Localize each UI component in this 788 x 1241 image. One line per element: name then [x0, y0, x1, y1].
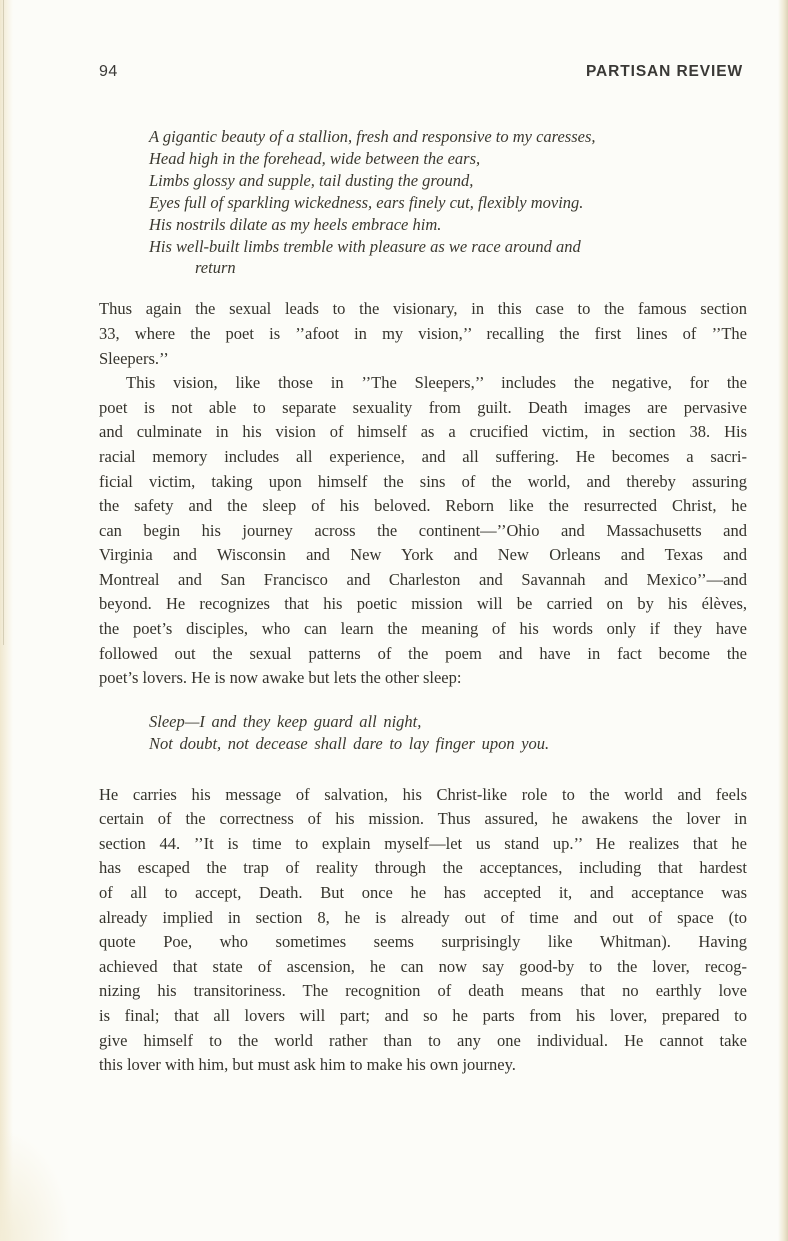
prose-line: the poet’s disciples, who can learn the meaning of his words only if they have [99, 619, 747, 639]
prose-line: give himself to the world rather than to any one individual. He cannot take [99, 1030, 747, 1050]
prose-line: beyond. He recognizes that his poetic mission will be carried on by his élèves, [99, 594, 747, 614]
prose-line: section 44. ’’It is time to explain myself—let us stand up.’’ He realizes that he [99, 833, 747, 853]
page-number: 94 [99, 63, 118, 80]
prose-line: poet is not able to separate sexuality from guilt. Death images are pervasive [99, 397, 747, 417]
prose-line: poet’s lovers. He is now awake but lets the other sleep: [99, 668, 462, 688]
prose-line: and culminate in his vision of himself as a crucified victim, in section 38. His [99, 422, 747, 442]
prose-line: can begin his journey across the continent—’’Ohio and Massachusetts and [99, 520, 747, 540]
prose-line: Thus again the sexual leads to the visionary, in this case to the famous section [99, 299, 747, 319]
prose-line: achieved that state of ascension, he can now say good-by to the lover, recog- [99, 956, 747, 976]
prose-line: quote Poe, who sometimes seems surprisingly like Whitman). Having [99, 932, 747, 952]
verse-line: His nostrils dilate as my heels embrace him. [149, 214, 442, 234]
prose-line: 33, where the poet is ’’afoot in my vision,’’ recalling the first lines of ’’The [99, 323, 747, 343]
running-head [99, 63, 743, 81]
paragraph-he-carries [99, 783, 747, 1078]
stallion-verse-quote [149, 126, 747, 279]
verse-line: A gigantic beauty of a stallion, fresh and responsive to my caresses, [149, 127, 596, 146]
verse-line: Sleep—I and they keep guard all night, [149, 711, 422, 731]
verse-line: Not doubt, not decease shall dare to lay finger upon you. [149, 733, 550, 753]
paragraph-thus-again [99, 297, 747, 371]
page-edge-right [778, 0, 788, 1241]
verse-line: Eyes full of sparkling wickedness, ears finely cut, flexibly moving. [149, 192, 584, 212]
verse-line: Head high in the forehead, wide between the ears, [149, 148, 481, 168]
sleep-verse-quote [149, 711, 747, 755]
prose-line: of all to accept, Death. But once he has accepted it, and acceptance was [99, 883, 747, 903]
prose-line: He carries his message of salvation, his Christ-like role to the world and feels [99, 784, 747, 804]
prose-line: certain of the correctness of his mission. Thus assured, he awakens the lover in [99, 809, 747, 829]
prose-line: already implied in section 8, he is already out of time and out of space (to [99, 907, 747, 927]
verse-line: His well-built limbs tremble with pleasure as we race around and [149, 236, 581, 256]
prose-line: Virginia and Wisconsin and New York and New Orleans and Texas and [99, 545, 747, 565]
prose-line: the safety and the sleep of his beloved. Reborn like the resurrected Christ, he [99, 496, 747, 516]
prose-line: ficial victim, taking upon himself the sins of the world, and thereby assuring [99, 471, 747, 491]
verse-line: Limbs glossy and supple, tail dusting the ground, [149, 170, 474, 190]
prose-line: Sleepers.’’ [99, 348, 169, 368]
paragraph-this-vision [99, 371, 747, 691]
prose-line: Montreal and San Francisco and Charleston and Savannah and Mexico’’—and [99, 569, 747, 589]
prose-line: followed out the sexual patterns of the poem and have in fact become the [99, 643, 747, 663]
prose-line: has escaped the trap of reality through the acceptances, including that hardest [99, 858, 747, 878]
prose-line: racial memory includes all experience, and all suffering. He becomes a sacri- [99, 446, 747, 466]
prose-line: nizing his transitoriness. The recognition of death means that no earthly love [99, 981, 747, 1001]
prose-line: this lover with him, but must ask him to make his own journey. [99, 1055, 516, 1075]
page-corner-shading [0, 1131, 70, 1241]
prose-line: This vision, like those in ’’The Sleepers,’’ includes the negative, for the [126, 373, 747, 393]
prose-line: is final; that all lovers will part; and so he parts from his lover, prepared to [99, 1006, 747, 1025]
page-edge-left [0, 0, 13, 1241]
verse-line: return [195, 258, 236, 278]
journal-title: PARTISAN REVIEW [585, 63, 743, 80]
page-body [99, 120, 747, 1078]
